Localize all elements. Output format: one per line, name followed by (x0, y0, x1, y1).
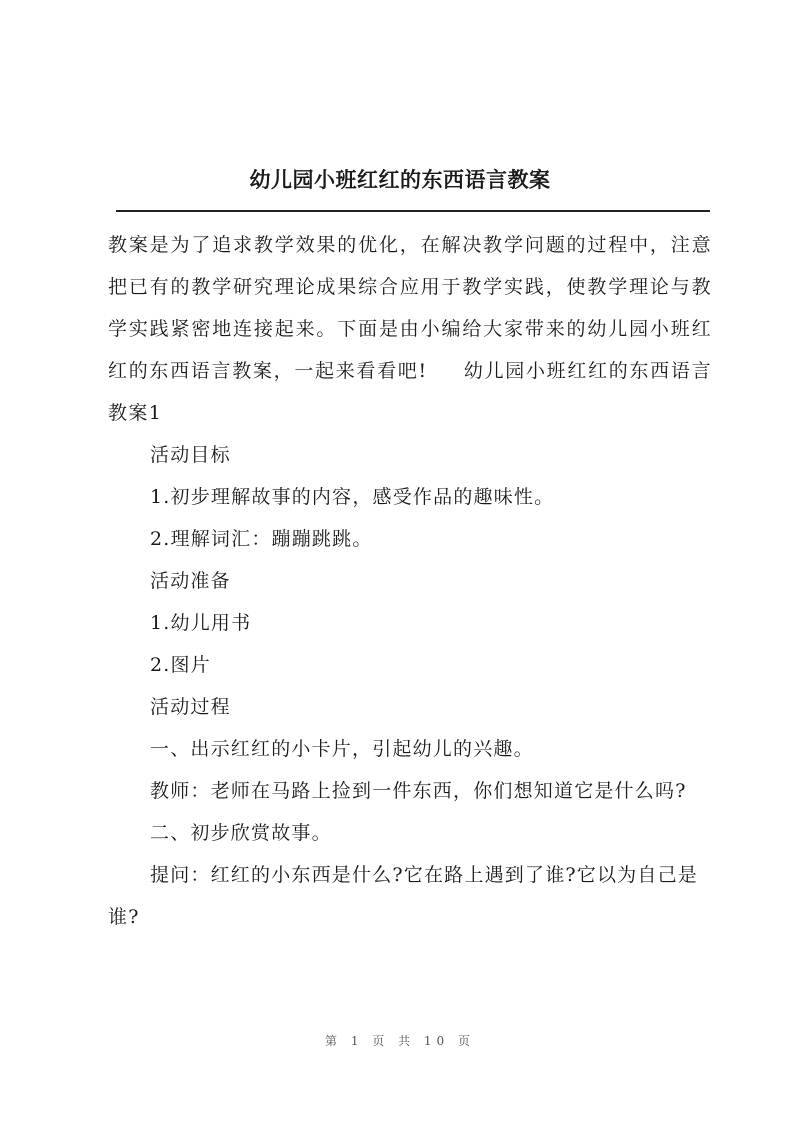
preparation-item-1: 1.幼儿用书 (150, 612, 252, 634)
teacher-line: 教师：老师在马路上捡到一件东西，你们想知道它是什么吗? (150, 780, 687, 802)
intro-paragraph (108, 224, 712, 434)
document-body (108, 224, 712, 938)
process-step-1: 一、出示红红的小卡片，引起幼儿的兴趣。 (150, 738, 534, 760)
intro-text: 教案是为了追求教学效果的优化，在解决教学问题的过程中，注意把已有的教学研究理论成果综合应用于教学实践，使教学理论与教学实践紧密地连接起来。下面是由小编给大家带来的幼儿园小班红红的东西语言教案，一起来看看吧! (108, 234, 712, 382)
goal-item-1: 1.初步理解故事的内容，感受作品的趣味性。 (150, 486, 555, 508)
preparation-item-2: 2.图片 (150, 654, 211, 676)
question-line: 提问：红红的小东西是什么?它在路上遇到了谁?它以为自己是谁? (108, 864, 698, 928)
section-heading-preparation: 活动准备 (150, 570, 231, 592)
document-title: 幼儿园小班红红的东西语言教案 (249, 167, 551, 192)
page-number: 第 1 页 共 10 页 (325, 1034, 475, 1048)
title-divider (116, 210, 710, 212)
section-heading-goals: 活动目标 (150, 444, 231, 466)
process-step-2: 二、初步欣赏故事。 (150, 822, 332, 844)
section-heading-process: 活动过程 (150, 696, 231, 718)
intro-subtitle: 幼儿园小班红红的东西语言教案1 (108, 360, 712, 424)
goal-item-2: 2.理解词汇：蹦蹦跳跳。 (150, 528, 373, 550)
